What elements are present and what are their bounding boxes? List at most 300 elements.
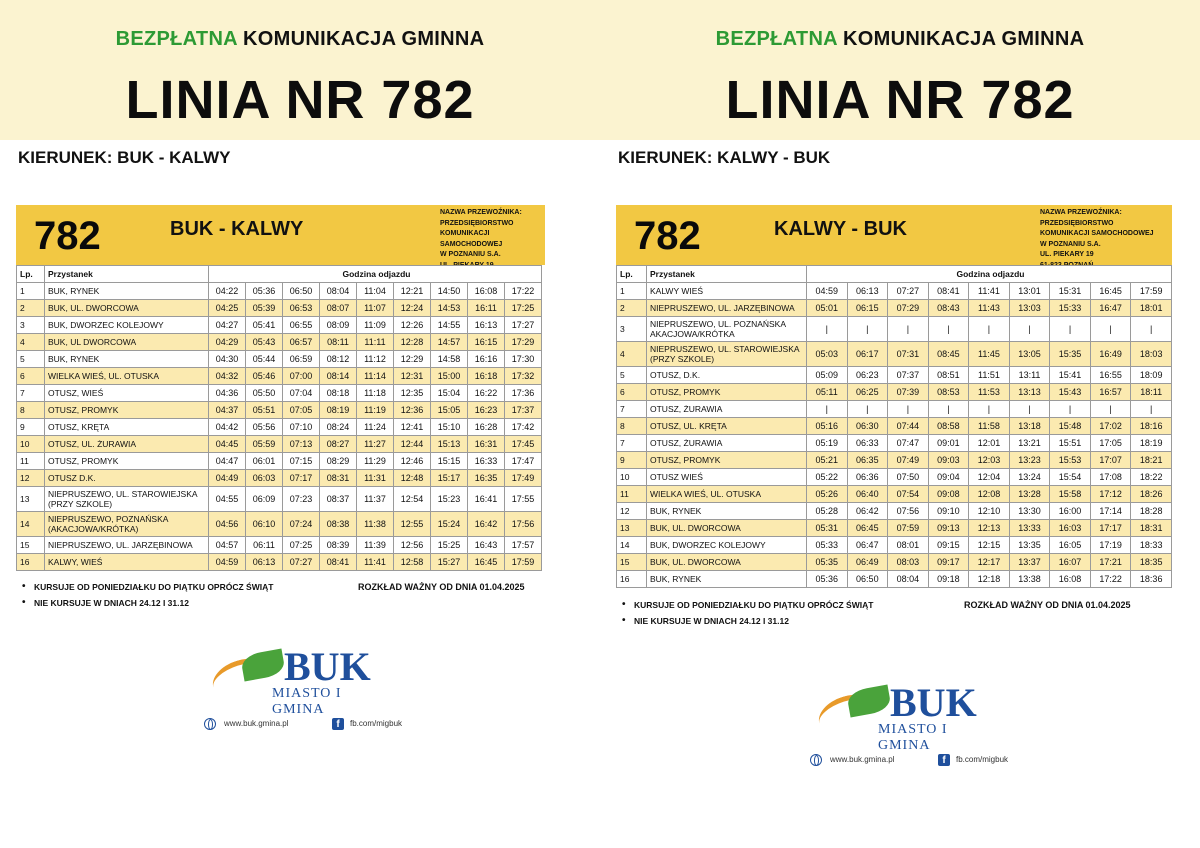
departure-time: 12:44: [394, 436, 431, 453]
departure-time: 12:54: [394, 487, 431, 512]
departure-time: 14:58: [431, 351, 468, 368]
row-number: 7: [617, 401, 647, 418]
notes: [20, 582, 273, 614]
table-row: [617, 342, 1172, 367]
departure-time: 11:41: [357, 554, 394, 571]
departure-time: 09:08: [928, 486, 969, 503]
departure-time: 06:30: [847, 418, 888, 435]
departure-time: 18:35: [1131, 554, 1172, 571]
departure-time: 04:22: [209, 283, 246, 300]
departure-time: 18:22: [1131, 469, 1172, 486]
departure-time: 11:53: [969, 384, 1010, 401]
departure-time: 16:18: [468, 368, 505, 385]
departure-time: 11:41: [969, 283, 1010, 300]
departure-time: 13:30: [1009, 503, 1050, 520]
route-header: [616, 205, 1172, 265]
departure-time: 12:18: [969, 571, 1010, 588]
stop-name: WIELKA WIEŚ, UL. OTUSKA: [647, 486, 807, 503]
departure-time: 05:46: [246, 368, 283, 385]
departure-time: 17:47: [505, 453, 542, 470]
departure-time: |: [1131, 401, 1172, 418]
departure-time: 05:03: [807, 342, 848, 367]
departure-time: 16:31: [468, 436, 505, 453]
departure-time: 17:45: [505, 436, 542, 453]
departure-time: |: [847, 401, 888, 418]
departure-time: 04:36: [209, 385, 246, 402]
website-link[interactable]: www.buk.gmina.pl: [224, 719, 289, 728]
departure-time: 16:05: [1050, 537, 1091, 554]
departure-time: 11:29: [357, 453, 394, 470]
table-row: [17, 419, 542, 436]
departure-time: 17:21: [1090, 554, 1131, 571]
departure-time: |: [1050, 317, 1091, 342]
stop-name: BUK, RYNEK: [45, 351, 209, 368]
departure-time: 04:27: [209, 317, 246, 334]
departure-time: 12:21: [394, 283, 431, 300]
departure-time: 18:33: [1131, 537, 1172, 554]
departure-time: 04:37: [209, 402, 246, 419]
departure-time: 12:56: [394, 537, 431, 554]
departure-time: 11:38: [357, 512, 394, 537]
departure-time: 07:05: [283, 402, 320, 419]
departure-time: 06:50: [847, 571, 888, 588]
departure-time: |: [928, 317, 969, 342]
timetable: [616, 265, 1172, 588]
departure-time: 16:57: [1090, 384, 1131, 401]
timetable: [16, 265, 542, 571]
departure-time: 05:11: [807, 384, 848, 401]
stop-name: BUK, RYNEK: [45, 283, 209, 300]
departure-time: 07:04: [283, 385, 320, 402]
departure-time: 16:08: [468, 283, 505, 300]
stop-name: OTUSZ, ŻURAWIA: [647, 401, 807, 418]
departure-time: 08:04: [320, 283, 357, 300]
valid-from: ROZKŁAD WAŻNY OD DNIA 01.04.2025: [358, 582, 525, 592]
departure-time: 18:28: [1131, 503, 1172, 520]
timetable-body: [617, 283, 1172, 588]
departure-time: 17:37: [505, 402, 542, 419]
departure-time: 07:47: [888, 435, 929, 452]
row-number: 5: [17, 351, 45, 368]
row-number: 9: [617, 452, 647, 469]
stop-name: KALWY WIEŚ: [647, 283, 807, 300]
departure-time: 08:04: [888, 571, 929, 588]
departure-time: 16:11: [468, 300, 505, 317]
departure-time: 11:24: [357, 419, 394, 436]
table-row: [17, 487, 542, 512]
departure-time: 17:30: [505, 351, 542, 368]
free-word: BEZPŁATNA: [715, 28, 838, 50]
departure-time: 17:08: [1090, 469, 1131, 486]
departure-time: 08:53: [928, 384, 969, 401]
departure-time: 06:15: [847, 300, 888, 317]
departure-time: 12:08: [969, 486, 1010, 503]
departure-time: 12:31: [394, 368, 431, 385]
departure-time: |: [847, 317, 888, 342]
departure-time: 15:23: [431, 487, 468, 512]
departure-time: 08:38: [320, 512, 357, 537]
departure-time: 15:35: [1050, 342, 1091, 367]
departure-time: 06:53: [283, 300, 320, 317]
departure-time: 15:17: [431, 470, 468, 487]
carrier-info: [1040, 208, 1154, 271]
row-number: 10: [17, 436, 45, 453]
carrier-line: W POZNANIU S.A.: [440, 251, 501, 258]
line-title: LINIA NR 782: [725, 70, 1075, 130]
header-times: Godzina odjazdu: [807, 266, 1172, 283]
departure-time: 06:25: [847, 384, 888, 401]
carrier-line: PRZEDSIĘBIORSTWO: [1040, 219, 1114, 227]
departure-time: 06:01: [246, 453, 283, 470]
row-number: 16: [17, 554, 45, 571]
row-number: 14: [17, 512, 45, 537]
departure-time: 12:03: [969, 452, 1010, 469]
table-row: [17, 436, 542, 453]
row-number: 13: [617, 520, 647, 537]
leaf-icon: [240, 649, 286, 682]
logo-subtitle: MIASTO I GMINA: [878, 722, 948, 753]
departure-time: 13:23: [1009, 452, 1050, 469]
departure-time: 08:07: [320, 300, 357, 317]
departure-time: 17:05: [1090, 435, 1131, 452]
departure-time: 16:42: [468, 512, 505, 537]
departure-time: 07:24: [283, 512, 320, 537]
departure-time: 06:50: [283, 283, 320, 300]
stop-name: KALWY, WIEŚ: [45, 554, 209, 571]
note-item: • KURSUJE OD PONIEDZIAŁKU DO PIĄTKU OPRÓCZ ŚWIĄT: [20, 582, 273, 598]
stop-name: OTUSZ, PROMYK: [45, 402, 209, 419]
departure-time: 12:29: [394, 351, 431, 368]
departure-time: 16:08: [1050, 571, 1091, 588]
departure-time: 16:13: [468, 317, 505, 334]
departure-time: |: [888, 401, 929, 418]
table-row: [617, 401, 1172, 418]
stop-name: OTUSZ, PROMYK: [647, 452, 807, 469]
facebook-link[interactable]: fb.com/migbuk: [956, 755, 1009, 764]
departure-time: 09:10: [928, 503, 969, 520]
stop-name: OTUSZ, D.K.: [647, 367, 807, 384]
departure-time: 15:24: [431, 512, 468, 537]
departure-time: 16:45: [1090, 283, 1131, 300]
departure-time: 07:56: [888, 503, 929, 520]
departure-time: 06:47: [847, 537, 888, 554]
departure-time: 13:24: [1009, 469, 1050, 486]
departure-time: 15:04: [431, 385, 468, 402]
departure-time: 05:56: [246, 419, 283, 436]
stop-name: BUK, RYNEK: [647, 571, 807, 588]
departure-time: 17:12: [1090, 486, 1131, 503]
table-row: [17, 317, 542, 334]
stop-name: OTUSZ, UL. KRĘTA: [647, 418, 807, 435]
departure-time: 15:43: [1050, 384, 1091, 401]
departure-time: 12:24: [394, 300, 431, 317]
header-lp: Lp.: [17, 266, 45, 283]
table-row: [617, 571, 1172, 588]
stop-name: NIEPRUSZEWO, UL. JARZĘBINOWA: [647, 300, 807, 317]
facebook-link[interactable]: fb.com/migbuk: [350, 719, 403, 728]
row-number: 6: [617, 384, 647, 401]
departure-time: 07:49: [888, 452, 929, 469]
row-number: 2: [17, 300, 45, 317]
table-row: [17, 334, 542, 351]
departure-time: 08:45: [928, 342, 969, 367]
departure-time: 16:15: [468, 334, 505, 351]
departure-time: 15:27: [431, 554, 468, 571]
departure-time: 11:37: [357, 487, 394, 512]
note-item: • NIE KURSUJE W DNIACH 24.12 I 31.12: [20, 598, 273, 614]
departure-time: 17:32: [505, 368, 542, 385]
header-stop: Przystanek: [647, 266, 807, 283]
table-row: [617, 469, 1172, 486]
departure-time: 11:45: [969, 342, 1010, 367]
departure-time: 18:03: [1131, 342, 1172, 367]
row-number: 4: [617, 342, 647, 367]
stop-name: OTUSZ, KRĘTA: [45, 419, 209, 436]
table-row: [617, 384, 1172, 401]
direction-label: KIERUNEK: KALWY - BUK: [618, 148, 831, 167]
departure-time: 05:35: [807, 554, 848, 571]
departure-time: 09:03: [928, 452, 969, 469]
departure-time: 17:29: [505, 334, 542, 351]
table-row: [617, 317, 1172, 342]
departure-time: 13:37: [1009, 554, 1050, 571]
departure-time: 16:03: [1050, 520, 1091, 537]
departure-time: 11:39: [357, 537, 394, 554]
departure-time: |: [969, 317, 1010, 342]
departure-time: 05:50: [246, 385, 283, 402]
departure-time: 15:48: [1050, 418, 1091, 435]
departure-time: 09:04: [928, 469, 969, 486]
row-number: 2: [617, 300, 647, 317]
stop-name: OTUSZ WIEŚ: [647, 469, 807, 486]
departure-time: 08:43: [928, 300, 969, 317]
departure-time: 12:41: [394, 419, 431, 436]
departure-time: 13:33: [1009, 520, 1050, 537]
row-number: 11: [617, 486, 647, 503]
stop-name: BUK, UL. DWORCOWA: [647, 520, 807, 537]
website-link[interactable]: www.buk.gmina.pl: [830, 755, 895, 764]
departure-time: 13:03: [1009, 300, 1050, 317]
departure-time: 08:11: [320, 334, 357, 351]
departure-time: 15:51: [1050, 435, 1091, 452]
table-row: [617, 283, 1172, 300]
departure-time: 06:36: [847, 469, 888, 486]
departure-time: 13:01: [1009, 283, 1050, 300]
carrier-line: KOMUNIKACJI SAMOCHODOWEJ: [1040, 230, 1154, 237]
table-row: [17, 368, 542, 385]
departure-time: 15:10: [431, 419, 468, 436]
departure-time: 18:31: [1131, 520, 1172, 537]
departure-time: 16:28: [468, 419, 505, 436]
departure-time: 04:32: [209, 368, 246, 385]
departure-time: |: [888, 317, 929, 342]
departure-time: 13:38: [1009, 571, 1050, 588]
row-number: 4: [17, 334, 45, 351]
departure-time: 06:45: [847, 520, 888, 537]
departure-time: 13:18: [1009, 418, 1050, 435]
departure-time: 15:15: [431, 453, 468, 470]
departure-time: |: [1050, 401, 1091, 418]
departure-time: 13:05: [1009, 342, 1050, 367]
departure-time: 06:13: [847, 283, 888, 300]
departure-time: 11:18: [357, 385, 394, 402]
stop-name: NIEPRUSZEWO, UL. STAROWIEJSKA (PRZY SZKOLE): [647, 342, 807, 367]
stop-name: BUK, DWORZEC KOLEJOWY: [45, 317, 209, 334]
departure-time: 16:16: [468, 351, 505, 368]
carrier-line: KOMUNIKACJI SAMOCHODOWEJ: [440, 230, 503, 248]
table-row: [17, 300, 542, 317]
free-word: BEZPŁATNA: [115, 28, 238, 50]
departure-time: 08:18: [320, 385, 357, 402]
carrier-line: UL. PIEKARY 19: [1040, 251, 1094, 258]
stop-name: OTUSZ, PROMYK: [647, 384, 807, 401]
note-item: • KURSUJE OD PONIEDZIAŁKU DO PIĄTKU OPRÓCZ ŚWIĄT: [620, 600, 873, 616]
departure-time: 07:31: [888, 342, 929, 367]
departure-time: 12:35: [394, 385, 431, 402]
departure-time: 16:23: [468, 402, 505, 419]
buk-logo: [212, 644, 392, 717]
departure-time: 08:37: [320, 487, 357, 512]
departure-time: 16:07: [1050, 554, 1091, 571]
departure-time: 08:58: [928, 418, 969, 435]
departure-time: 16:35: [468, 470, 505, 487]
departure-time: 11:09: [357, 317, 394, 334]
departure-time: 11:31: [357, 470, 394, 487]
departure-time: 08:24: [320, 419, 357, 436]
stop-name: NIEPRUSZEWO, UL. STAROWIEJSKA (PRZY SZKOLE): [45, 487, 209, 512]
table-row: [617, 554, 1172, 571]
departure-time: 11:43: [969, 300, 1010, 317]
row-number: 7: [617, 435, 647, 452]
departure-time: 05:16: [807, 418, 848, 435]
departure-time: 12:15: [969, 537, 1010, 554]
table-row: [617, 418, 1172, 435]
row-number: 8: [17, 402, 45, 419]
logo-word: BUK: [890, 680, 977, 725]
departure-time: 04:59: [807, 283, 848, 300]
table-row: [617, 520, 1172, 537]
stop-name: OTUSZ, UL. ŻURAWIA: [45, 436, 209, 453]
banner: [0, 0, 600, 140]
departure-time: |: [969, 401, 1010, 418]
links-row: [810, 754, 1030, 770]
table-row: [17, 385, 542, 402]
row-number: 15: [617, 554, 647, 571]
departure-time: 15:54: [1050, 469, 1091, 486]
table-row: [617, 300, 1172, 317]
departure-time: 11:11: [357, 334, 394, 351]
departure-time: 17:19: [1090, 537, 1131, 554]
departure-time: 05:43: [246, 334, 283, 351]
departure-time: 11:27: [357, 436, 394, 453]
departure-time: 12:04: [969, 469, 1010, 486]
row-number: 12: [17, 470, 45, 487]
departure-time: 04:49: [209, 470, 246, 487]
departure-time: 15:31: [1050, 283, 1091, 300]
departure-time: 15:00: [431, 368, 468, 385]
table-row: [617, 486, 1172, 503]
row-number: 15: [17, 537, 45, 554]
notes: [620, 600, 873, 632]
departure-time: 15:13: [431, 436, 468, 453]
departure-time: 08:31: [320, 470, 357, 487]
table-row: [17, 554, 542, 571]
departure-time: 05:31: [807, 520, 848, 537]
departure-time: 07:15: [283, 453, 320, 470]
departure-time: 13:11: [1009, 367, 1050, 384]
departure-time: 16:49: [1090, 342, 1131, 367]
table-row: [17, 402, 542, 419]
departure-time: 06:59: [283, 351, 320, 368]
links-row: [204, 718, 424, 734]
departure-time: 17:14: [1090, 503, 1131, 520]
stop-name: BUK, UL DWORCOWA: [45, 334, 209, 351]
facebook-icon: f: [938, 754, 950, 766]
table-row: [617, 435, 1172, 452]
table-row: [617, 503, 1172, 520]
departure-time: 06:10: [246, 512, 283, 537]
stop-name: BUK, DWORZEC KOLEJOWY: [647, 537, 807, 554]
carrier-line: PRZEDSIĘBIORSTWO: [440, 219, 514, 227]
departure-time: 07:44: [888, 418, 929, 435]
departure-time: 17:49: [505, 470, 542, 487]
banner-subtitle: [600, 28, 1200, 51]
departure-time: 11:58: [969, 418, 1010, 435]
departure-time: 04:30: [209, 351, 246, 368]
timetable-body: [17, 283, 542, 571]
departure-time: 08:19: [320, 402, 357, 419]
table-row: [17, 537, 542, 554]
departure-time: 06:33: [847, 435, 888, 452]
logo-word: BUK: [284, 644, 371, 689]
departure-time: 08:14: [320, 368, 357, 385]
departure-time: 05:39: [246, 300, 283, 317]
departure-time: 06:13: [246, 554, 283, 571]
departure-time: 08:41: [320, 554, 357, 571]
stop-name: BUK, UL. DWORCOWA: [647, 554, 807, 571]
departure-time: 17:59: [1131, 283, 1172, 300]
departure-time: 14:53: [431, 300, 468, 317]
departure-time: 05:51: [246, 402, 283, 419]
departure-time: 05:22: [807, 469, 848, 486]
stop-name: OTUSZ, ŻURAWIA: [647, 435, 807, 452]
row-number: 16: [617, 571, 647, 588]
globe-icon: [810, 754, 822, 766]
departure-time: 11:51: [969, 367, 1010, 384]
departure-time: 17:56: [505, 512, 542, 537]
departure-time: 07:50: [888, 469, 929, 486]
departure-time: |: [807, 401, 848, 418]
departure-time: 18:26: [1131, 486, 1172, 503]
departure-time: 06:11: [246, 537, 283, 554]
departure-time: 17:02: [1090, 418, 1131, 435]
banner-subtitle: [0, 28, 600, 51]
departure-time: 12:13: [969, 520, 1010, 537]
departure-time: 15:41: [1050, 367, 1091, 384]
departure-time: 12:26: [394, 317, 431, 334]
departure-time: 06:09: [246, 487, 283, 512]
banner: [600, 0, 1200, 140]
departure-time: |: [1009, 401, 1050, 418]
departure-time: 04:56: [209, 512, 246, 537]
departure-time: 06:17: [847, 342, 888, 367]
table-row: [17, 512, 542, 537]
departure-time: 05:26: [807, 486, 848, 503]
departure-time: 07:25: [283, 537, 320, 554]
row-number: 5: [617, 367, 647, 384]
stop-name: BUK, UL. DWORCOWA: [45, 300, 209, 317]
globe-icon: [204, 718, 216, 730]
